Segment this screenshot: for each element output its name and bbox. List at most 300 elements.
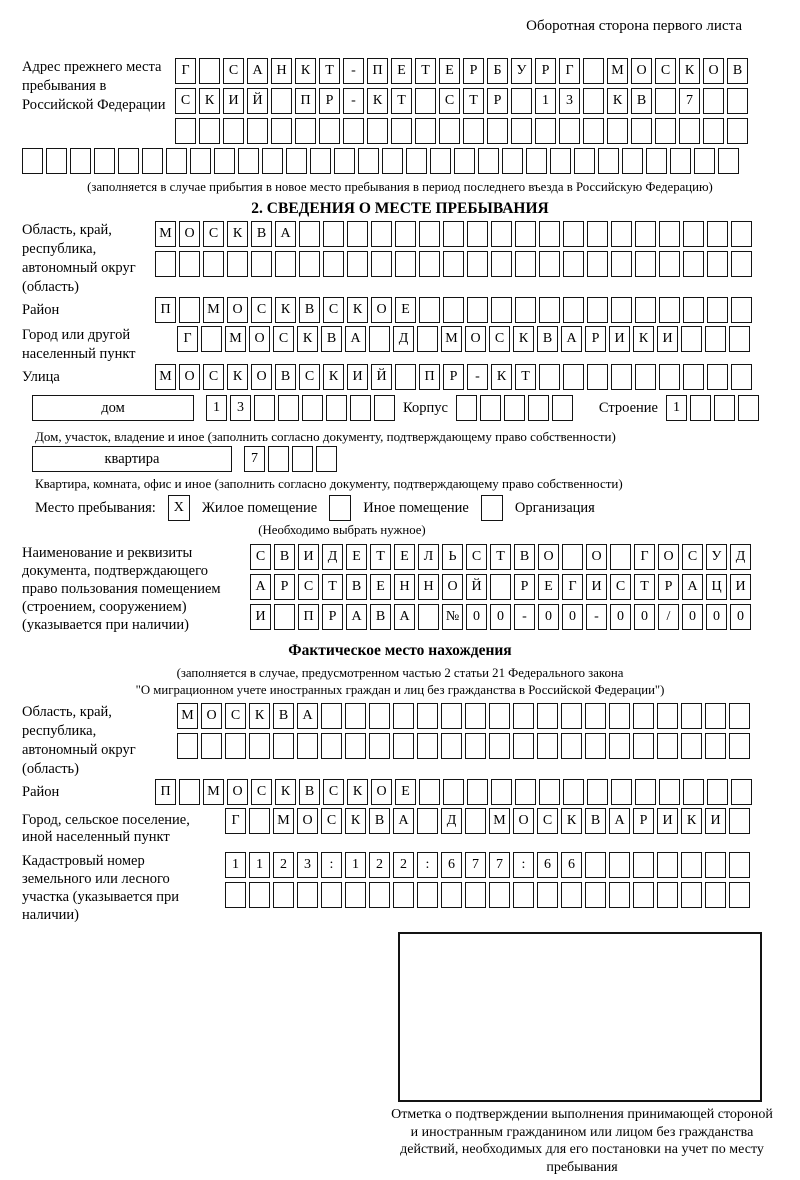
form-cell[interactable] <box>415 118 436 144</box>
form-cell[interactable] <box>369 882 390 908</box>
form-cell[interactable] <box>718 148 739 174</box>
form-cell[interactable] <box>657 733 678 759</box>
form-cell[interactable]: Д <box>322 544 343 570</box>
form-cell[interactable]: К <box>347 297 368 323</box>
form-cell[interactable]: 2 <box>393 852 414 878</box>
form-cell[interactable] <box>729 882 750 908</box>
form-cell[interactable]: Р <box>633 808 654 834</box>
form-cell[interactable] <box>343 118 364 144</box>
form-cell[interactable]: К <box>633 326 654 352</box>
form-cell[interactable] <box>418 604 439 630</box>
form-cell[interactable] <box>537 882 558 908</box>
form-cell[interactable]: В <box>321 326 342 352</box>
form-cell[interactable]: В <box>631 88 652 114</box>
checkbox-organization[interactable] <box>481 495 503 521</box>
form-cell[interactable]: С <box>225 703 246 729</box>
form-cell[interactable]: О <box>442 574 463 600</box>
form-cell[interactable]: О <box>586 544 607 570</box>
form-cell[interactable]: 7 <box>489 852 510 878</box>
form-cell[interactable] <box>439 118 460 144</box>
form-cell[interactable] <box>563 297 584 323</box>
form-cell[interactable]: А <box>394 604 415 630</box>
form-cell[interactable] <box>703 88 724 114</box>
form-cell[interactable] <box>199 118 220 144</box>
form-cell[interactable]: В <box>299 297 320 323</box>
form-cell[interactable]: И <box>250 604 271 630</box>
form-cell[interactable]: А <box>561 326 582 352</box>
form-cell[interactable]: Й <box>247 88 268 114</box>
form-cell[interactable] <box>513 882 534 908</box>
form-cell[interactable]: У <box>706 544 727 570</box>
form-cell[interactable]: С <box>298 574 319 600</box>
form-cell[interactable] <box>729 852 750 878</box>
form-cell[interactable]: Д <box>393 326 414 352</box>
form-cell[interactable] <box>635 779 656 805</box>
form-cell[interactable] <box>611 221 632 247</box>
form-cell[interactable]: - <box>514 604 535 630</box>
form-cell[interactable]: Т <box>634 574 655 600</box>
form-cell[interactable]: : <box>513 852 534 878</box>
form-cell[interactable] <box>350 395 371 421</box>
form-cell[interactable]: Б <box>487 58 508 84</box>
form-cell[interactable] <box>539 221 560 247</box>
form-cell[interactable]: К <box>607 88 628 114</box>
form-cell[interactable] <box>467 221 488 247</box>
form-cell[interactable] <box>657 882 678 908</box>
form-cell[interactable] <box>609 733 630 759</box>
form-cell[interactable] <box>179 297 200 323</box>
form-cell[interactable] <box>714 395 735 421</box>
form-cell[interactable] <box>504 395 525 421</box>
form-cell[interactable]: Р <box>585 326 606 352</box>
form-cell[interactable]: Т <box>463 88 484 114</box>
form-cell[interactable] <box>611 364 632 390</box>
form-cell[interactable] <box>22 148 43 174</box>
form-cell[interactable]: 2 <box>369 852 390 878</box>
form-cell[interactable] <box>249 733 270 759</box>
form-cell[interactable]: О <box>513 808 534 834</box>
form-cell[interactable]: М <box>203 779 224 805</box>
form-cell[interactable]: 2 <box>273 852 294 878</box>
form-cell[interactable]: А <box>345 326 366 352</box>
form-cell[interactable] <box>633 882 654 908</box>
form-cell[interactable] <box>491 221 512 247</box>
form-cell[interactable] <box>321 733 342 759</box>
form-cell[interactable]: 1 <box>206 395 227 421</box>
form-cell[interactable] <box>254 395 275 421</box>
form-cell[interactable] <box>223 118 244 144</box>
form-cell[interactable] <box>587 251 608 277</box>
form-cell[interactable]: С <box>175 88 196 114</box>
form-cell[interactable]: Р <box>319 88 340 114</box>
form-cell[interactable] <box>393 882 414 908</box>
form-cell[interactable] <box>345 882 366 908</box>
form-cell[interactable] <box>369 733 390 759</box>
form-cell[interactable] <box>419 779 440 805</box>
form-cell[interactable] <box>179 779 200 805</box>
form-cell[interactable] <box>467 779 488 805</box>
form-cell[interactable] <box>622 148 643 174</box>
form-cell[interactable] <box>583 58 604 84</box>
form-cell[interactable] <box>249 808 270 834</box>
form-cell[interactable]: И <box>223 88 244 114</box>
form-cell[interactable]: Н <box>271 58 292 84</box>
form-cell[interactable] <box>268 446 289 472</box>
form-cell[interactable] <box>395 221 416 247</box>
form-cell[interactable]: Т <box>370 544 391 570</box>
form-cell[interactable]: П <box>367 58 388 84</box>
form-cell[interactable] <box>419 221 440 247</box>
form-cell[interactable]: А <box>247 58 268 84</box>
form-cell[interactable] <box>707 779 728 805</box>
checkbox-residential[interactable]: X <box>168 495 190 521</box>
form-cell[interactable] <box>295 118 316 144</box>
form-cell[interactable] <box>443 221 464 247</box>
form-cell[interactable]: И <box>657 808 678 834</box>
form-cell[interactable]: О <box>179 364 200 390</box>
form-cell[interactable] <box>563 779 584 805</box>
form-cell[interactable] <box>694 148 715 174</box>
form-cell[interactable]: К <box>345 808 366 834</box>
form-cell[interactable] <box>681 326 702 352</box>
form-cell[interactable] <box>199 58 220 84</box>
form-cell[interactable] <box>465 808 486 834</box>
form-cell[interactable] <box>683 779 704 805</box>
form-cell[interactable] <box>515 297 536 323</box>
form-cell[interactable]: М <box>155 364 176 390</box>
form-cell[interactable] <box>707 364 728 390</box>
form-cell[interactable]: Й <box>466 574 487 600</box>
form-cell[interactable]: С <box>682 544 703 570</box>
form-cell[interactable]: 1 <box>345 852 366 878</box>
form-cell[interactable] <box>419 297 440 323</box>
form-cell[interactable] <box>513 703 534 729</box>
form-cell[interactable] <box>419 251 440 277</box>
form-cell[interactable] <box>731 251 752 277</box>
form-cell[interactable] <box>681 882 702 908</box>
form-cell[interactable]: О <box>297 808 318 834</box>
form-cell[interactable] <box>655 118 676 144</box>
form-cell[interactable] <box>707 297 728 323</box>
form-cell[interactable]: О <box>631 58 652 84</box>
form-cell[interactable] <box>179 251 200 277</box>
form-cell[interactable] <box>635 221 656 247</box>
form-cell[interactable] <box>227 251 248 277</box>
form-cell[interactable] <box>511 118 532 144</box>
form-cell[interactable] <box>635 297 656 323</box>
form-cell[interactable]: О <box>371 297 392 323</box>
form-cell[interactable] <box>731 297 752 323</box>
form-cell[interactable] <box>610 544 631 570</box>
form-cell[interactable] <box>705 733 726 759</box>
form-cell[interactable]: Г <box>559 58 580 84</box>
form-cell[interactable]: Т <box>415 58 436 84</box>
form-cell[interactable]: 1 <box>535 88 556 114</box>
form-cell[interactable] <box>454 148 475 174</box>
form-cell[interactable] <box>214 148 235 174</box>
form-cell[interactable] <box>321 882 342 908</box>
form-cell[interactable]: О <box>227 297 248 323</box>
form-cell[interactable]: И <box>609 326 630 352</box>
form-cell[interactable]: К <box>249 703 270 729</box>
form-cell[interactable]: 1 <box>666 395 687 421</box>
form-cell[interactable] <box>278 395 299 421</box>
form-cell[interactable] <box>225 882 246 908</box>
form-cell[interactable] <box>659 251 680 277</box>
form-cell[interactable] <box>274 604 295 630</box>
form-cell[interactable]: К <box>513 326 534 352</box>
form-cell[interactable] <box>561 882 582 908</box>
form-cell[interactable] <box>515 779 536 805</box>
form-cell[interactable]: : <box>321 852 342 878</box>
form-cell[interactable]: О <box>465 326 486 352</box>
form-cell[interactable]: Т <box>319 58 340 84</box>
form-cell[interactable] <box>563 251 584 277</box>
form-cell[interactable]: К <box>491 364 512 390</box>
form-cell[interactable] <box>369 326 390 352</box>
form-cell[interactable] <box>585 882 606 908</box>
form-cell[interactable]: К <box>561 808 582 834</box>
form-cell[interactable]: 7 <box>465 852 486 878</box>
form-cell[interactable]: 0 <box>610 604 631 630</box>
form-cell[interactable] <box>563 221 584 247</box>
form-cell[interactable] <box>552 395 573 421</box>
form-cell[interactable] <box>345 733 366 759</box>
form-cell[interactable]: О <box>538 544 559 570</box>
form-cell[interactable] <box>587 221 608 247</box>
form-cell[interactable]: А <box>393 808 414 834</box>
form-cell[interactable] <box>561 703 582 729</box>
form-cell[interactable]: 7 <box>679 88 700 114</box>
form-cell[interactable] <box>367 118 388 144</box>
form-cell[interactable]: С <box>323 297 344 323</box>
form-cell[interactable] <box>731 364 752 390</box>
form-cell[interactable]: В <box>274 544 295 570</box>
form-cell[interactable] <box>646 148 667 174</box>
form-cell[interactable] <box>635 251 656 277</box>
form-cell[interactable]: Р <box>322 604 343 630</box>
form-cell[interactable]: 6 <box>561 852 582 878</box>
form-cell[interactable]: М <box>225 326 246 352</box>
form-cell[interactable]: В <box>251 221 272 247</box>
form-cell[interactable] <box>456 395 477 421</box>
form-cell[interactable] <box>441 733 462 759</box>
form-cell[interactable] <box>417 326 438 352</box>
form-cell[interactable] <box>326 395 347 421</box>
form-cell[interactable]: В <box>273 703 294 729</box>
form-cell[interactable] <box>681 703 702 729</box>
form-cell[interactable] <box>374 395 395 421</box>
form-cell[interactable]: С <box>321 808 342 834</box>
form-cell[interactable] <box>480 395 501 421</box>
form-cell[interactable]: Ь <box>442 544 463 570</box>
form-cell[interactable] <box>511 88 532 114</box>
form-cell[interactable]: О <box>251 364 272 390</box>
form-cell[interactable] <box>310 148 331 174</box>
form-cell[interactable]: С <box>299 364 320 390</box>
form-cell[interactable] <box>705 326 726 352</box>
form-cell[interactable] <box>727 118 748 144</box>
form-cell[interactable]: С <box>439 88 460 114</box>
form-cell[interactable] <box>513 733 534 759</box>
form-cell[interactable] <box>262 148 283 174</box>
form-cell[interactable]: 0 <box>490 604 511 630</box>
form-cell[interactable]: В <box>537 326 558 352</box>
form-cell[interactable] <box>598 148 619 174</box>
form-cell[interactable]: А <box>275 221 296 247</box>
form-cell[interactable]: О <box>249 326 270 352</box>
form-cell[interactable]: Н <box>394 574 415 600</box>
form-cell[interactable]: Т <box>490 544 511 570</box>
form-cell[interactable]: В <box>299 779 320 805</box>
form-cell[interactable] <box>729 703 750 729</box>
form-cell[interactable]: О <box>658 544 679 570</box>
form-cell[interactable] <box>633 733 654 759</box>
form-cell[interactable]: - <box>586 604 607 630</box>
form-cell[interactable] <box>467 251 488 277</box>
form-cell[interactable]: К <box>227 364 248 390</box>
form-cell[interactable] <box>607 118 628 144</box>
form-cell[interactable] <box>489 882 510 908</box>
form-cell[interactable] <box>347 251 368 277</box>
form-cell[interactable] <box>275 251 296 277</box>
form-cell[interactable]: К <box>275 297 296 323</box>
form-cell[interactable] <box>729 808 750 834</box>
form-cell[interactable] <box>574 148 595 174</box>
form-cell[interactable] <box>705 852 726 878</box>
form-cell[interactable]: М <box>441 326 462 352</box>
form-cell[interactable] <box>587 297 608 323</box>
form-cell[interactable]: П <box>298 604 319 630</box>
form-cell[interactable] <box>247 118 268 144</box>
form-cell[interactable]: Т <box>391 88 412 114</box>
form-cell[interactable] <box>417 882 438 908</box>
form-cell[interactable] <box>323 221 344 247</box>
form-cell[interactable] <box>155 251 176 277</box>
form-cell[interactable] <box>430 148 451 174</box>
form-cell[interactable] <box>46 148 67 174</box>
form-cell[interactable]: М <box>203 297 224 323</box>
form-cell[interactable]: К <box>227 221 248 247</box>
form-cell[interactable] <box>382 148 403 174</box>
form-cell[interactable]: К <box>347 779 368 805</box>
form-cell[interactable] <box>371 221 392 247</box>
form-cell[interactable] <box>465 703 486 729</box>
form-cell[interactable]: Г <box>175 58 196 84</box>
form-cell[interactable] <box>526 148 547 174</box>
form-cell[interactable] <box>417 808 438 834</box>
form-cell[interactable] <box>738 395 759 421</box>
form-cell[interactable] <box>679 118 700 144</box>
form-cell[interactable]: В <box>275 364 296 390</box>
form-cell[interactable]: Р <box>658 574 679 600</box>
form-cell[interactable] <box>561 733 582 759</box>
form-cell[interactable]: 3 <box>559 88 580 114</box>
form-cell[interactable]: С <box>203 221 224 247</box>
form-cell[interactable]: - <box>343 58 364 84</box>
form-cell[interactable] <box>515 251 536 277</box>
form-cell[interactable] <box>417 733 438 759</box>
form-cell[interactable]: 6 <box>537 852 558 878</box>
form-cell[interactable]: Г <box>562 574 583 600</box>
form-cell[interactable] <box>515 221 536 247</box>
form-cell[interactable]: К <box>367 88 388 114</box>
form-cell[interactable] <box>467 297 488 323</box>
form-cell[interactable] <box>299 251 320 277</box>
form-cell[interactable]: 0 <box>682 604 703 630</box>
form-cell[interactable] <box>537 703 558 729</box>
form-cell[interactable] <box>633 852 654 878</box>
form-cell[interactable]: 6 <box>441 852 462 878</box>
form-cell[interactable] <box>587 779 608 805</box>
form-cell[interactable] <box>491 779 512 805</box>
form-cell[interactable]: Т <box>322 574 343 600</box>
form-cell[interactable]: С <box>251 779 272 805</box>
form-cell[interactable] <box>705 703 726 729</box>
form-cell[interactable]: А <box>346 604 367 630</box>
form-cell[interactable] <box>585 703 606 729</box>
form-cell[interactable] <box>487 118 508 144</box>
form-cell[interactable] <box>703 118 724 144</box>
form-cell[interactable]: И <box>298 544 319 570</box>
form-cell[interactable] <box>302 395 323 421</box>
form-cell[interactable] <box>297 733 318 759</box>
form-cell[interactable] <box>681 733 702 759</box>
form-cell[interactable]: Р <box>443 364 464 390</box>
form-cell[interactable]: И <box>657 326 678 352</box>
form-cell[interactable] <box>203 251 224 277</box>
form-cell[interactable] <box>393 733 414 759</box>
form-cell[interactable]: : <box>417 852 438 878</box>
form-cell[interactable]: Е <box>395 297 416 323</box>
form-cell[interactable] <box>489 733 510 759</box>
form-cell[interactable]: А <box>682 574 703 600</box>
form-cell[interactable]: Д <box>441 808 462 834</box>
form-cell[interactable]: С <box>223 58 244 84</box>
form-cell[interactable] <box>478 148 499 174</box>
form-cell[interactable]: С <box>537 808 558 834</box>
form-cell[interactable] <box>563 364 584 390</box>
form-cell[interactable]: С <box>489 326 510 352</box>
form-cell[interactable]: В <box>585 808 606 834</box>
form-cell[interactable] <box>292 446 313 472</box>
form-cell[interactable] <box>609 703 630 729</box>
form-cell[interactable] <box>321 703 342 729</box>
form-cell[interactable] <box>273 882 294 908</box>
form-cell[interactable]: - <box>467 364 488 390</box>
form-cell[interactable]: Р <box>487 88 508 114</box>
form-cell[interactable]: Г <box>634 544 655 570</box>
form-cell[interactable]: О <box>703 58 724 84</box>
form-cell[interactable]: И <box>705 808 726 834</box>
form-cell[interactable]: С <box>655 58 676 84</box>
form-cell[interactable] <box>491 251 512 277</box>
form-cell[interactable] <box>490 574 511 600</box>
form-cell[interactable] <box>201 733 222 759</box>
form-cell[interactable] <box>659 221 680 247</box>
form-cell[interactable] <box>502 148 523 174</box>
form-cell[interactable] <box>583 118 604 144</box>
form-cell[interactable] <box>609 882 630 908</box>
form-cell[interactable] <box>729 733 750 759</box>
form-cell[interactable] <box>611 779 632 805</box>
form-cell[interactable] <box>655 88 676 114</box>
form-cell[interactable] <box>539 251 560 277</box>
form-cell[interactable]: П <box>419 364 440 390</box>
form-cell[interactable]: А <box>609 808 630 834</box>
form-cell[interactable] <box>441 703 462 729</box>
form-cell[interactable]: Р <box>535 58 556 84</box>
